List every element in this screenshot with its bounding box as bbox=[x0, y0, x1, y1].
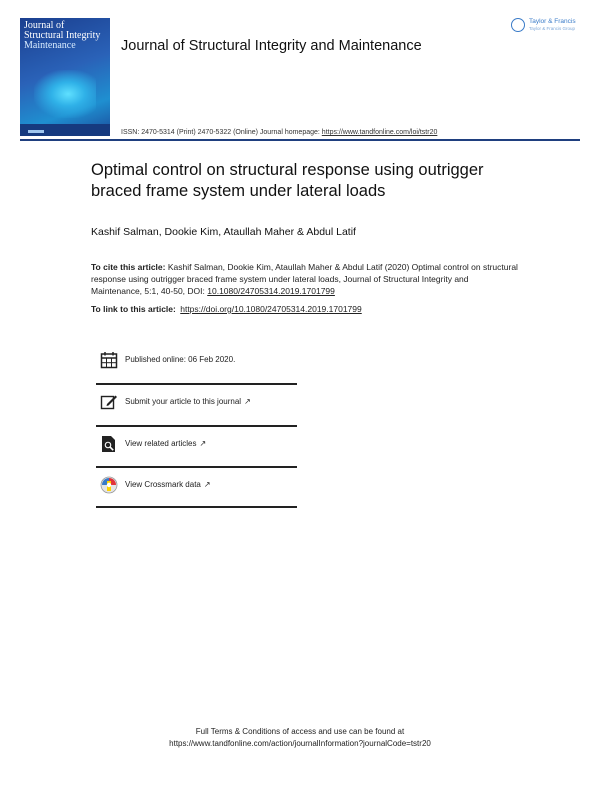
cover-line-1: Journal of bbox=[24, 20, 65, 31]
cover-line-3: Maintenance bbox=[24, 40, 76, 51]
submit-article-label: Submit your article to this journal bbox=[125, 397, 242, 406]
journal-title: Journal of Structural Integrity and Maintenance bbox=[121, 38, 422, 54]
published-date-row bbox=[96, 343, 296, 383]
journal-cover-image bbox=[20, 18, 110, 136]
cover-graphic bbox=[34, 70, 96, 118]
publisher-group: Taylor & Francis Group bbox=[529, 26, 576, 31]
crossmark-label: View Crossmark data bbox=[125, 480, 201, 489]
footer bbox=[0, 726, 600, 750]
publisher-logo-icon bbox=[511, 18, 525, 32]
related-articles-link[interactable] bbox=[125, 439, 206, 448]
article-doi-link[interactable]: https://doi.org/10.1080/24705314.2019.1701799 bbox=[180, 304, 362, 314]
published-date-text: Published online: 06 Feb 2020. bbox=[125, 355, 236, 364]
citation-block bbox=[91, 261, 521, 297]
footer-terms-text: Full Terms & Conditions of access and use can be found at bbox=[195, 727, 405, 736]
citation-label: To cite this article: bbox=[91, 262, 166, 272]
cover-line-2: Structural Integrity bbox=[24, 30, 101, 41]
crossmark-link[interactable] bbox=[125, 480, 211, 489]
article-link-label: To link to this article: bbox=[91, 304, 176, 314]
related-articles-row[interactable] bbox=[96, 427, 296, 467]
search-document-icon bbox=[100, 435, 118, 453]
issn-text: ISSN: 2470-5314 (Print) 2470-5322 (Online) Journal homepage: bbox=[121, 129, 320, 136]
publisher-logo bbox=[511, 17, 585, 35]
article-authors: Kashif Salman, Dookie Kim, Ataullah Maher & Abdul Latif bbox=[91, 226, 356, 238]
submit-article-link[interactable] bbox=[125, 397, 251, 406]
external-link-icon: ↗ bbox=[203, 480, 211, 489]
crossmark-icon bbox=[100, 476, 118, 494]
related-articles-label: View related articles bbox=[125, 439, 197, 448]
pencil-edit-icon bbox=[100, 393, 118, 411]
footer-terms-link[interactable]: https://www.tandfonline.com/action/journalInformation?journalCode=tstr20 bbox=[169, 739, 431, 748]
issn-line bbox=[121, 129, 437, 136]
header-divider bbox=[20, 139, 580, 141]
citation-doi-link[interactable]: 10.1080/24705314.2019.1701799 bbox=[207, 286, 335, 296]
crossmark-row[interactable] bbox=[96, 468, 296, 508]
article-title: Optimal control on structural response using outrigger braced frame system under lateral loads bbox=[91, 161, 484, 200]
cover-publisher-mark bbox=[28, 130, 44, 133]
journal-homepage-link[interactable]: https://www.tandfonline.com/loi/tstr20 bbox=[321, 129, 438, 136]
citation-text: Kashif Salman, Dookie Kim, Ataullah Maher & Abdul Latif (2020) Optimal control on structural response using outrigger braced frame system under lateral loads, Journal of Structural Integrity and Maintenance, 5:1, 40-50, DOI: bbox=[91, 262, 518, 296]
calendar-icon bbox=[100, 351, 118, 369]
article-link-line bbox=[91, 304, 362, 314]
publisher-name: Taylor & Francis bbox=[529, 18, 576, 25]
submit-article-row[interactable] bbox=[96, 385, 296, 425]
panel-divider bbox=[96, 506, 297, 508]
external-link-icon: ↗ bbox=[244, 397, 251, 406]
external-link-icon: ↗ bbox=[199, 439, 207, 448]
